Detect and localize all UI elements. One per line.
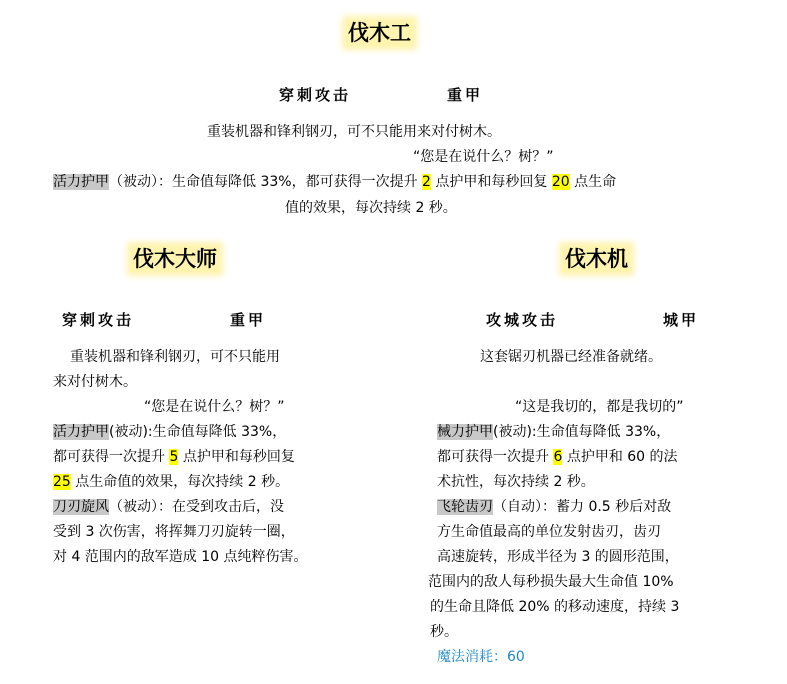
ability-name-flywheel-blade: 飞轮齿刃	[437, 499, 493, 515]
ability-name-blade-whirlwind: 刀刃旋风	[53, 499, 109, 515]
lumber-machine-armor-type: 城甲	[663, 311, 700, 329]
lumber-machine-ability2-line6: 秒。	[430, 624, 458, 640]
lumber-master-armor-type: 重甲	[230, 311, 267, 329]
lumber-machine-ability2-line2: 方生命值最高的单位发射齿刃，齿刃	[437, 524, 661, 540]
lumber-machine-ability1-line3: 术抗性，每次持续 2 秒。	[437, 474, 595, 490]
lumber-master-description-line1: 重装机器和锋利钢刃，可不只能用	[70, 349, 280, 365]
lumber-master-ability2-line3: 对 4 范围内的敌军造成 10 点纯粹伤害。	[53, 549, 308, 565]
ability-name-vitality-armor: 活力护甲	[53, 424, 109, 440]
armor-value: 5	[169, 449, 179, 465]
armor-value: 6	[553, 449, 563, 465]
lumberjack-description: 重装机器和锋利钢刃，可不只能用来对付树木。	[207, 124, 501, 140]
armor-value: 2	[422, 174, 431, 190]
regen-value: 25	[53, 474, 71, 490]
lumberjack-ability-line1: 活力护甲（被动）：生命值每降低 33%，都可获得一次提升 2 点护甲和每秒回复 20 点生命	[53, 174, 617, 190]
lumberjack-attack-type: 穿刺攻击	[279, 86, 352, 104]
lumber-master-title: 伐木大师	[133, 247, 217, 271]
ability-name-mechanical-armor: 械力护甲	[437, 424, 493, 440]
lumber-master-ability1-line2: 都可获得一次提升 5 点护甲和每秒回复	[53, 449, 295, 465]
lumber-machine-ability2-line4: 范围内的敌人每秒损失最大生命值 10%	[428, 574, 674, 590]
lumber-machine-ability1-line1: 械力护甲(被动):生命值每降低 33%，	[437, 424, 671, 440]
ability-name-vitality-armor: 活力护甲	[53, 174, 109, 190]
lumber-machine-quote: “这是我切的，都是我切的”	[515, 399, 684, 415]
mana-cost: 魔法消耗：60	[437, 649, 525, 665]
lumber-master-ability1-line3: 25 点生命值的效果，每次持续 2 秒。	[53, 474, 290, 490]
lumber-machine-attack-type: 攻城攻击	[486, 311, 559, 329]
lumber-master-quote: “您是在说什么？树？”	[144, 399, 285, 415]
lumber-master-attack-type: 穿刺攻击	[62, 311, 135, 329]
lumber-machine-ability2-line1: 飞轮齿刃（自动）：蓄力 0.5 秒后对敌	[437, 499, 672, 515]
lumberjack-armor-type: 重甲	[447, 86, 484, 104]
lumberjack-ability-line2: 值的效果，每次持续 2 秒。	[285, 200, 457, 216]
lumber-machine-title: 伐木机	[565, 247, 628, 271]
regen-value: 20	[551, 174, 570, 190]
lumber-machine-description: 这套锯刃机器已经准备就绪。	[480, 349, 662, 365]
lumber-machine-ability2-line5: 的生命且降低 20% 的移动速度，持续 3	[430, 599, 680, 615]
lumberjack-title: 伐木工	[348, 21, 411, 45]
lumber-master-ability1-line1: 活力护甲(被动):生命值每降低 33%，	[53, 424, 287, 440]
lumberjack-quote: “您是在说什么？树？”	[413, 149, 554, 165]
lumber-master-ability2-line1: 刀刃旋风（被动）：在受到攻击后，没	[53, 499, 284, 515]
lumber-machine-ability2-line3: 高速旋转，形成半径为 3 的圆形范围，	[437, 549, 679, 565]
lumber-machine-ability1-line2: 都可获得一次提升 6 点护甲和 60 的法	[437, 449, 678, 465]
lumber-master-description-line2: 来对付树木。	[53, 374, 137, 390]
lumber-master-ability2-line2: 受到 3 次伤害，将挥舞刀刃旋转一圈，	[53, 524, 295, 540]
